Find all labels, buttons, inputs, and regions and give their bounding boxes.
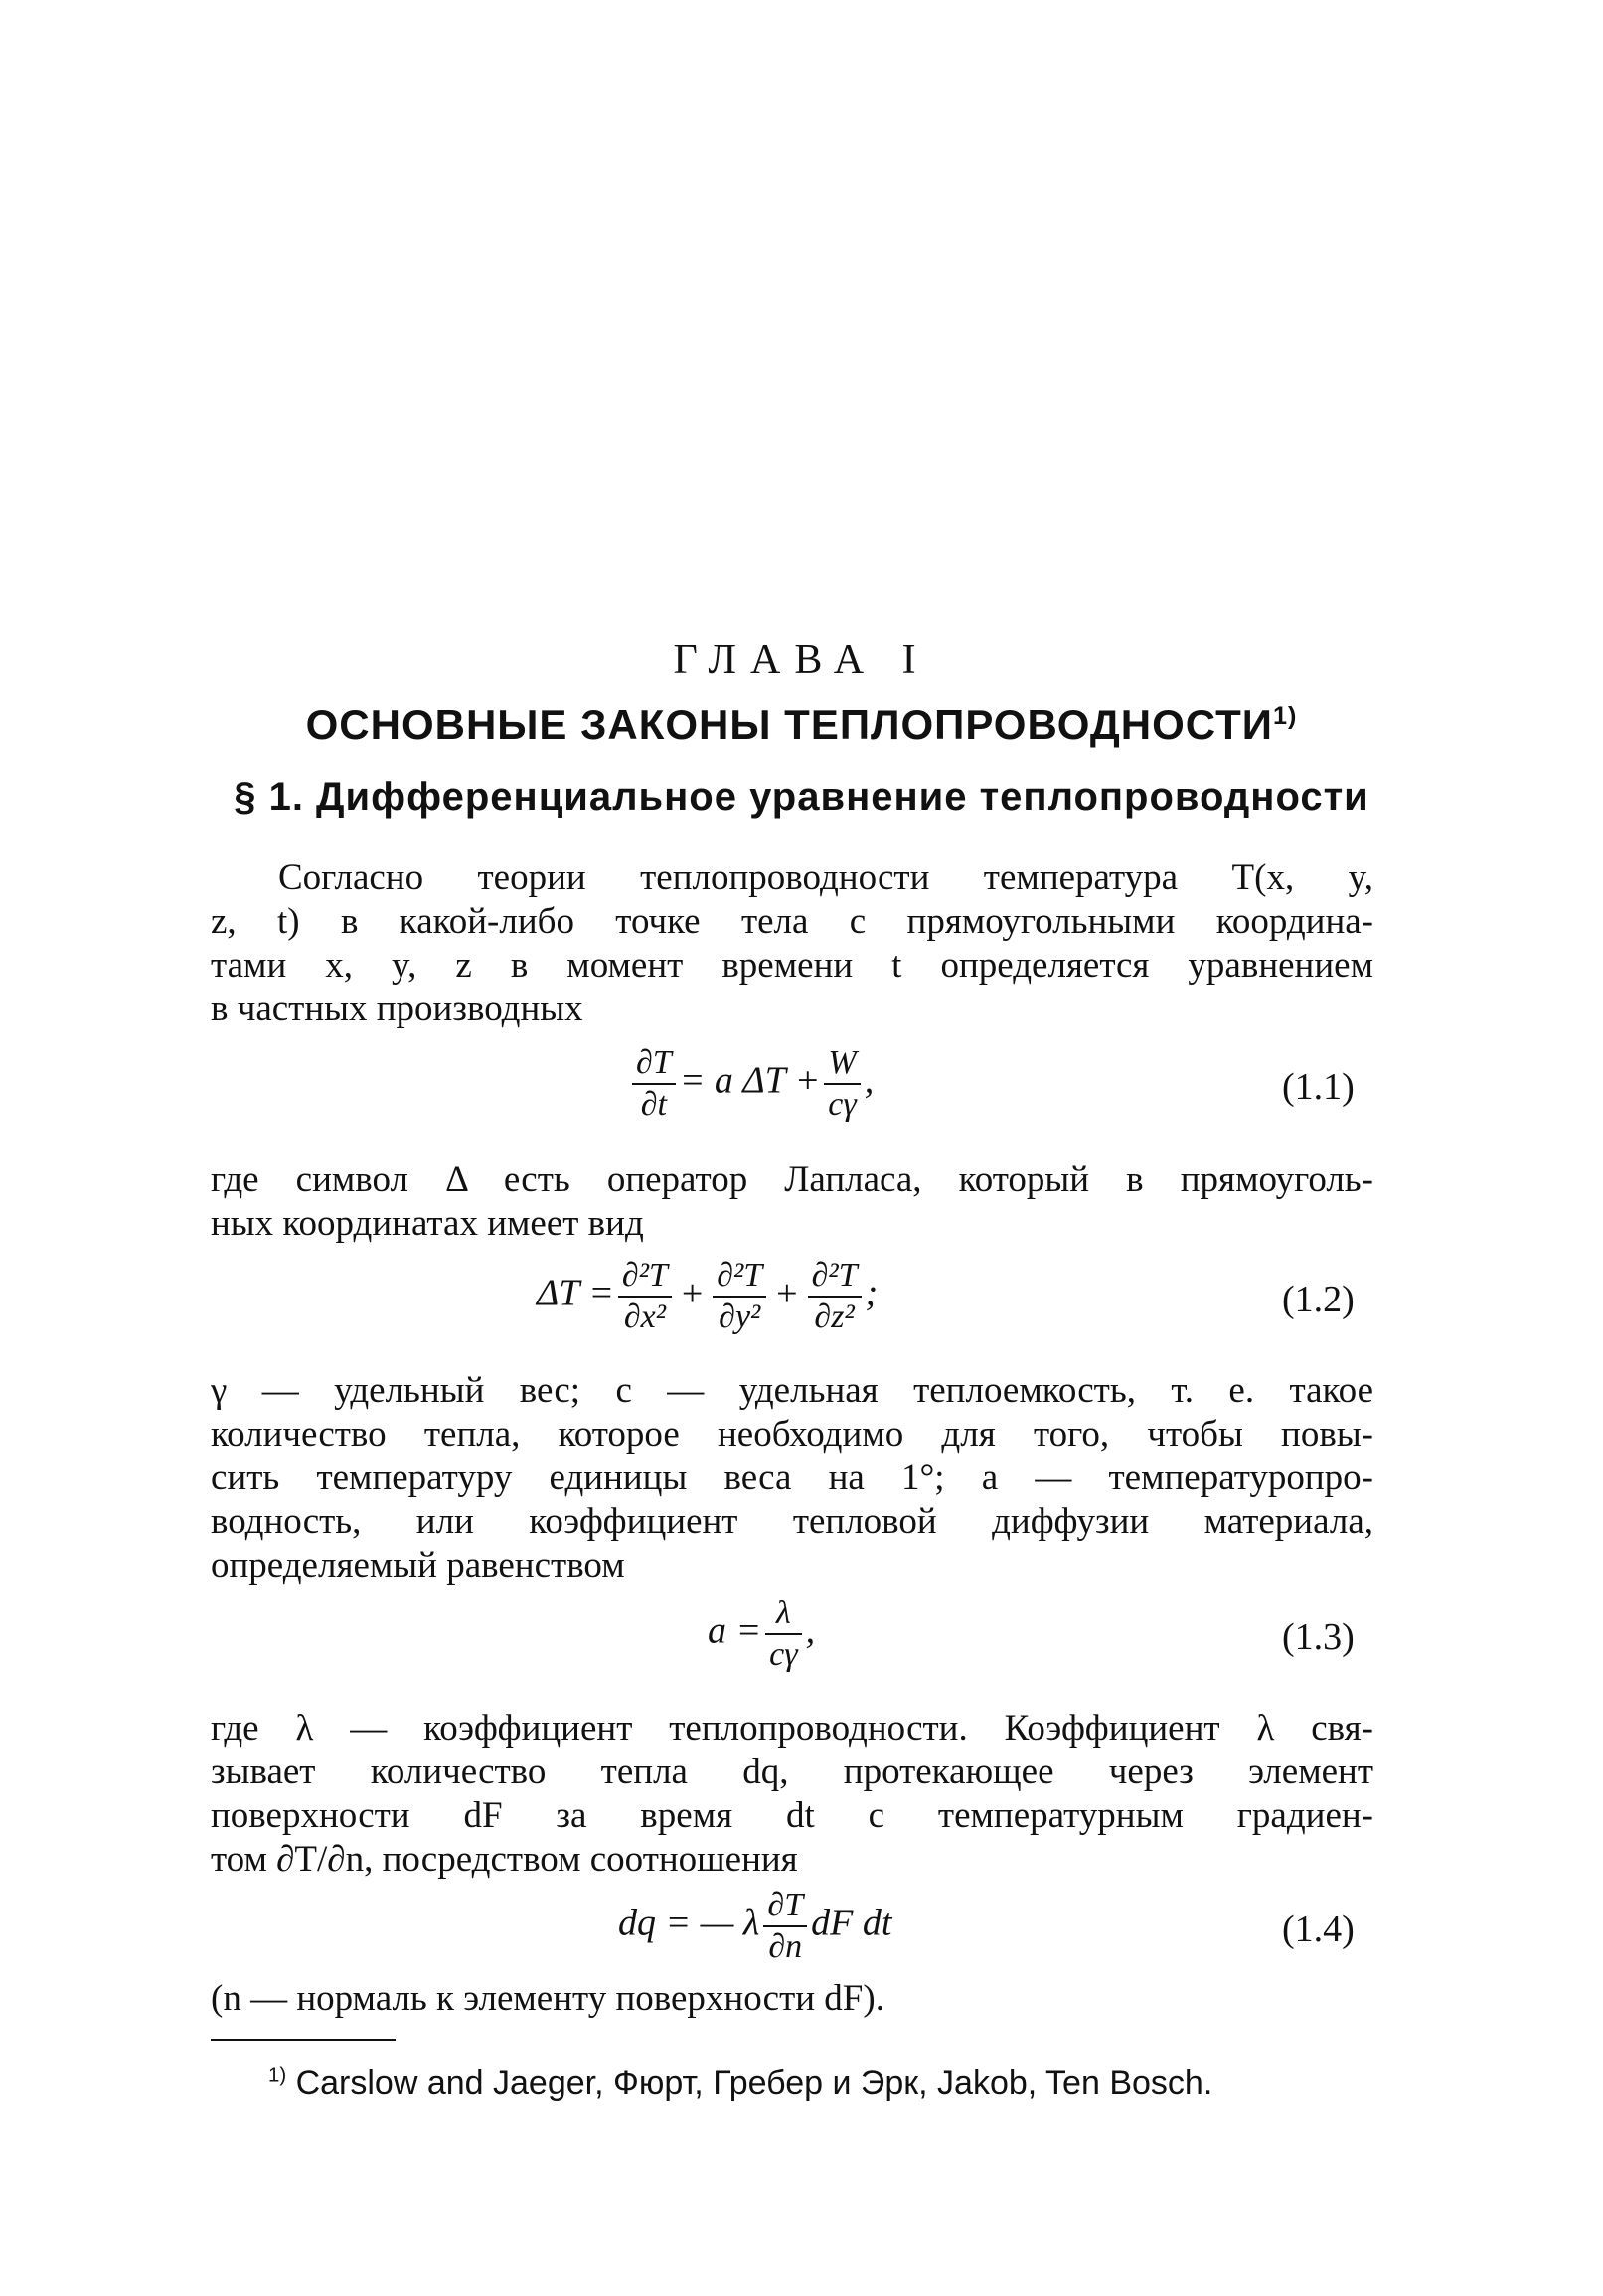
equation-number: (1.2)	[1282, 1279, 1355, 1320]
paragraph-line: том ∂T/∂n, посредством соотношения	[211, 1839, 798, 1880]
chapter-title-footnote-ref: 1)	[1272, 702, 1298, 730]
paragraph-line: в частных производных	[211, 989, 583, 1029]
plus-sign: +	[776, 1272, 798, 1314]
fraction: $\frac{\text{∂²T}}{\text{∂x²}}$	[618, 1256, 672, 1337]
paragraph-line: определяемый равенством	[211, 1545, 625, 1586]
equation-1-3	[0, 1594, 1603, 1693]
footnote	[268, 2065, 1373, 2103]
equation-tail: ;	[865, 1272, 879, 1314]
equation-tail: ,	[805, 1609, 816, 1652]
equation-number: (1.1)	[1282, 1066, 1355, 1108]
equation-1-4	[0, 1886, 1603, 1985]
equation-number: (1.4)	[1282, 1909, 1355, 1950]
equation-number: (1.3)	[1282, 1616, 1355, 1658]
paragraph-line: z, t) в какой-либо точке тела с прямоугольными координа-	[211, 901, 1373, 942]
footnote-marker: 1)	[268, 2065, 287, 2087]
equation-lhs: a =	[708, 1609, 762, 1652]
equation-1-2	[0, 1256, 1603, 1355]
fraction: $\frac{\lambda}{c\gamma}$	[765, 1594, 802, 1675]
paragraph-line: тами x, y, z в момент времени t определяется уравнением	[211, 945, 1373, 986]
paragraph-line: количество тепла, которое необходимо для того, чтобы повы-	[211, 1414, 1373, 1454]
equation-middle: = a ΔT +	[679, 1059, 821, 1102]
paragraph-line: (n — нормаль к элементу поверхности dF).	[211, 1978, 884, 2019]
footnote-divider	[211, 2039, 396, 2041]
paragraph-line: где λ — коэффициент теплопроводности. Коэффициент λ свя-	[211, 1708, 1373, 1749]
chapter-label: ГЛАВА I	[673, 637, 930, 683]
paragraph-line: зывает количество тепла dq, протекающее через элемент	[211, 1752, 1373, 1792]
equation-lhs: dq = — λ	[618, 1902, 760, 1944]
fraction: $\frac{\partial T}{\partial t}$	[632, 1043, 676, 1125]
fraction: $\frac{W}{c\gamma}$	[824, 1043, 861, 1125]
equation-tail: ,	[864, 1059, 875, 1102]
fraction: $\frac{\text{∂²T}}{\text{∂z²}}$	[808, 1256, 862, 1337]
paragraph-line: где символ Δ есть оператор Лапласа, который в прямоуголь-	[211, 1159, 1373, 1200]
equation-1-1	[0, 1043, 1603, 1143]
paragraph-line: ных координатах имеет вид	[211, 1203, 644, 1244]
paragraph-line: водность, или коэффициент тепловой диффузии материала,	[211, 1501, 1373, 1542]
fraction: $\frac{\text{∂²T}}{\text{∂y²}}$	[713, 1256, 766, 1337]
paragraph-line: Согласно теории теплопроводности температура T(x, y,	[278, 857, 1373, 898]
footnote-text: Carslow and Jaeger, Фюрт, Гребер и Эрк, Jakob, Ten Bosch.	[295, 2065, 1213, 2102]
paragraph-line: γ — удельный вес; c — удельная теплоемкость, т. е. такое	[211, 1370, 1373, 1411]
paragraph-line: поверхности dF за время dt с температурным градиен-	[211, 1795, 1373, 1836]
chapter-title-text: ОСНОВНЫЕ ЗАКОНЫ ТЕПЛОПРОВОДНОСТИ	[305, 701, 1273, 748]
equation-lhs: ΔT =	[537, 1272, 614, 1314]
paragraph-line: сить температуру единицы веса на 1°; a — температуропро-	[211, 1457, 1373, 1498]
chapter-title	[0, 701, 1603, 749]
equation-tail: dF dt	[811, 1902, 892, 1944]
fraction: $\frac{\partial T}{\partial n}$	[763, 1886, 807, 1967]
plus-sign: +	[681, 1272, 704, 1314]
section-title: § 1. Дифференциальное уравнение теплопроводности	[234, 775, 1369, 819]
